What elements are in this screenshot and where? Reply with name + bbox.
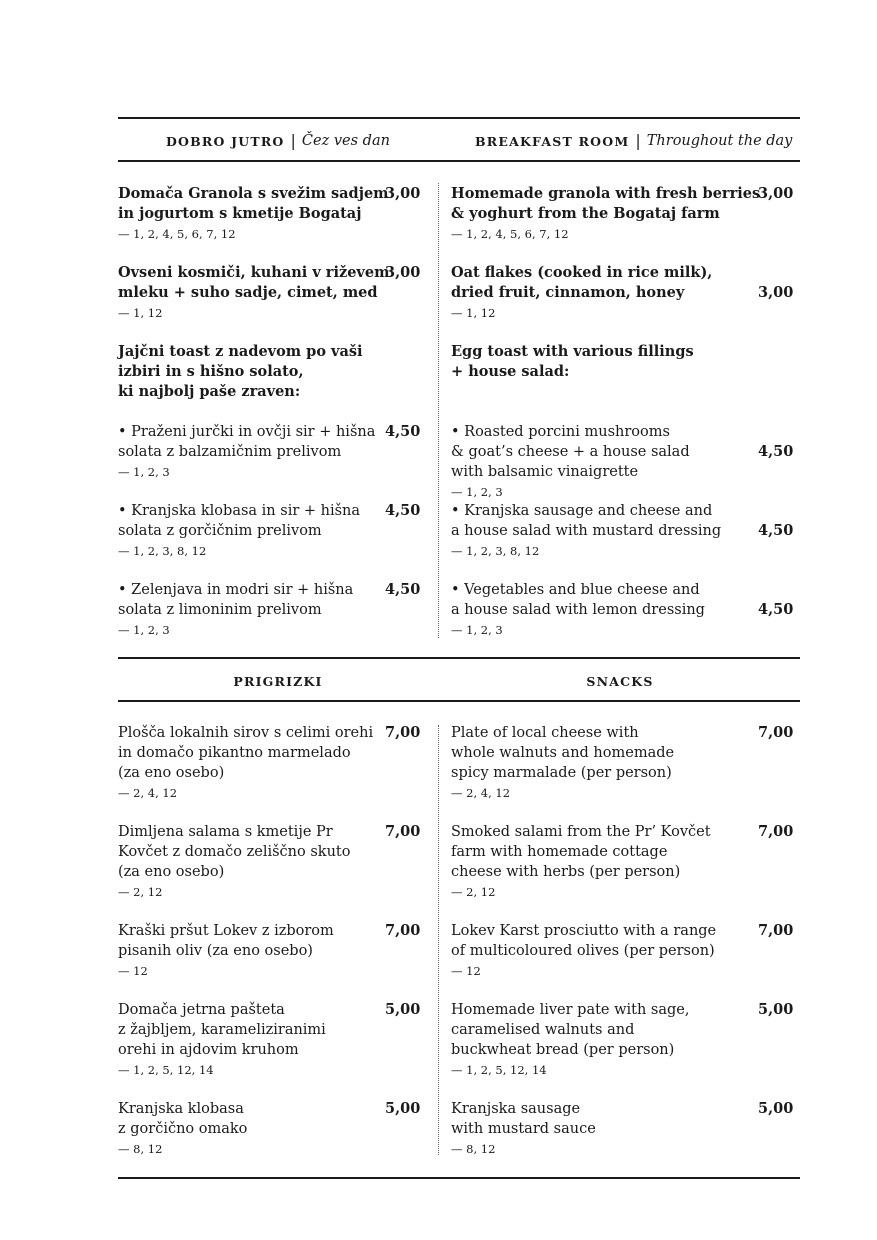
menu-item-name-line: (za eno osebo)	[118, 765, 225, 781]
menu-item-name-line: Egg toast with various fillings	[451, 343, 694, 360]
menu-item-price: 5,00	[385, 1001, 421, 1018]
menu-item-name-line: Oat flakes (cooked in rice milk),	[451, 264, 713, 281]
menu-item-allergens: — 1, 2, 5, 12, 14	[451, 1063, 547, 1077]
header-separator: |	[635, 130, 641, 150]
menu-item-allergens: — 12	[118, 964, 148, 978]
menu-item-name-line: orehi in ajdovim kruhom	[118, 1042, 299, 1058]
menu-item	[451, 921, 751, 982]
menu-item-allergens: — 1, 12	[118, 306, 163, 320]
menu-item-name-line: & goat’s cheese + a house salad	[451, 444, 690, 460]
menu-item-name-line: solata z gorčičnim prelivom	[118, 523, 322, 539]
snacks-title-sl: PRIGRIZKI	[233, 673, 323, 689]
menu-item-name-line: dried fruit, cinnamon, honey	[451, 284, 685, 301]
menu-item	[118, 263, 421, 324]
menu-item	[118, 822, 421, 903]
menu-item	[451, 723, 751, 804]
menu-item-name-line: pisanih oliv (za eno osebo)	[118, 943, 313, 959]
menu-item-name-line: Dimljena salama s kmetije Pr	[118, 824, 333, 840]
menu-item-name-line: izbiri in s hišno solato,	[118, 363, 304, 380]
menu-item	[451, 1099, 751, 1160]
snacks-title-en: SNACKS	[586, 673, 654, 689]
menu-item	[118, 1099, 421, 1160]
menu-item-price: 5,00	[758, 1001, 794, 1018]
menu-item-allergens: — 2, 4, 12	[118, 786, 178, 800]
menu-item-allergens: — 8, 12	[451, 1142, 496, 1156]
menu-item-name-line: • Kranjska klobasa in sir + hišna	[118, 503, 361, 519]
header-separator: |	[290, 130, 296, 150]
menu-item-name-line: Domača jetrna pašteta	[118, 1002, 285, 1018]
menu-item-allergens: — 1, 2, 3, 8, 12	[451, 544, 540, 558]
menu-item-price: 7,00	[385, 724, 421, 741]
menu-item-price: 3,00	[758, 185, 794, 202]
menu-item-name-line: Kovčet z domačo zeliščno skuto	[118, 844, 351, 860]
menu-item-price: 5,00	[758, 1100, 794, 1117]
menu-item-price: 7,00	[385, 823, 421, 840]
menu-item	[451, 422, 751, 503]
menu-item-name-line: cheese with herbs (per person)	[451, 864, 681, 880]
menu-item	[451, 501, 751, 562]
menu-item-name-line: + house salad:	[451, 363, 570, 380]
menu-item-name-line: ki najbolj paše zraven:	[118, 383, 301, 400]
menu-item	[118, 184, 421, 245]
menu-item-name-line: buckwheat bread (per person)	[451, 1042, 675, 1058]
menu-item	[118, 1000, 421, 1081]
breakfast-header-slovenian	[166, 119, 390, 163]
menu-item	[451, 263, 751, 324]
menu-item	[451, 342, 751, 382]
menu-item-name-line: Kraški pršut Lokev z izborom	[118, 923, 334, 939]
menu-item-name-line: z gorčično omako	[118, 1121, 248, 1137]
menu-item-name-line: spicy marmalade (per person)	[451, 765, 672, 781]
menu-item-name-line: whole walnuts and homemade	[451, 745, 675, 761]
menu-item-price: 3,00	[758, 284, 794, 301]
breakfast-title-sl: DOBRO JUTRO	[166, 133, 285, 149]
menu-item-name-line: solata z balzamičnim prelivom	[118, 444, 342, 460]
menu-item-name-line: farm with homemade cottage	[451, 844, 668, 860]
section-bottom-rule	[118, 1177, 800, 1179]
menu-item-price: 5,00	[385, 1100, 421, 1117]
breakfast-header-english	[475, 119, 792, 163]
menu-item-name-line: with balsamic vinaigrette	[451, 464, 639, 480]
menu-item-allergens: — 1, 2, 3	[118, 623, 170, 637]
breakfast-title-en: BREAKFAST ROOM	[475, 133, 630, 149]
menu-item-name-line: Kranjska sausage	[451, 1101, 581, 1117]
menu-item-price: 7,00	[758, 823, 794, 840]
menu-item	[118, 342, 418, 402]
menu-item-allergens: — 2, 4, 12	[451, 786, 511, 800]
menu-item-allergens: — 1, 2, 3	[451, 485, 503, 499]
menu-item-allergens: — 1, 2, 3	[118, 465, 170, 479]
menu-item-price: 4,50	[758, 443, 794, 460]
section-header-rule	[118, 160, 800, 162]
menu-item	[118, 580, 421, 641]
menu-item-name-line: & yoghurt from the Bogataj farm	[451, 205, 720, 222]
menu-item-price: 3,00	[385, 185, 421, 202]
menu-item-name-line: solata z limoninim prelivom	[118, 602, 322, 618]
menu-item-price: 4,50	[758, 522, 794, 539]
menu-item-price: 4,50	[758, 601, 794, 618]
menu-item-price: 4,50	[385, 423, 421, 440]
menu-item-name-line: mleku + suho sadje, cimet, med	[118, 284, 378, 301]
menu-item	[118, 723, 421, 804]
menu-item-name-line: Domača Granola s svežim sadjem	[118, 185, 389, 202]
menu-item-name-line: Homemade granola with fresh berries	[451, 185, 761, 202]
menu-item	[118, 501, 421, 562]
menu-item-name-line: in jogurtom s kmetije Bogataj	[118, 205, 362, 222]
menu-item-allergens: — 1, 2, 3, 8, 12	[118, 544, 207, 558]
menu-item-name-line: Kranjska klobasa	[118, 1101, 244, 1117]
menu-item-name-line: Plate of local cheese with	[451, 725, 639, 741]
menu-item-name-line: Smoked salami from the Pr’ Kovčet	[451, 824, 711, 840]
menu-item-allergens: — 2, 12	[118, 885, 163, 899]
menu-item-allergens: — 1, 2, 4, 5, 6, 7, 12	[451, 227, 569, 241]
menu-item-name-line: • Praženi jurčki in ovčji sir + hišna	[118, 424, 376, 440]
menu-item-allergens: — 1, 2, 5, 12, 14	[118, 1063, 214, 1077]
menu-item-name-line: of multicoloured olives (per person)	[451, 943, 715, 959]
menu-item-allergens: — 2, 12	[451, 885, 496, 899]
menu-item-price: 4,50	[385, 581, 421, 598]
column-divider	[438, 725, 439, 1155]
snacks-header-english	[460, 659, 780, 703]
menu-item-price: 7,00	[385, 922, 421, 939]
menu-item-price: 7,00	[758, 724, 794, 741]
menu-item-name-line: caramelised walnuts and	[451, 1022, 635, 1038]
menu-item	[451, 822, 751, 903]
section-header-rule	[118, 700, 800, 702]
menu-item-name-line: with mustard sauce	[451, 1121, 596, 1137]
menu-item-name-line: z žajbljem, karameliziranimi	[118, 1022, 326, 1038]
menu-item-allergens: — 1, 12	[451, 306, 496, 320]
menu-item-name-line: a house salad with mustard dressing	[451, 523, 722, 539]
menu-item-name-line: • Roasted porcini mushrooms	[451, 424, 670, 440]
menu-item-allergens: — 1, 2, 4, 5, 6, 7, 12	[118, 227, 236, 241]
column-divider	[438, 183, 439, 638]
breakfast-subtitle-en: Throughout the day	[646, 133, 793, 149]
menu-item	[451, 184, 761, 245]
menu-item-name-line: Jajčni toast z nadevom po vaši	[118, 343, 363, 360]
menu-item	[451, 1000, 751, 1081]
menu-item-name-line: Homemade liver pate with sage,	[451, 1002, 690, 1018]
breakfast-subtitle-sl: Čez ves dan	[301, 133, 390, 149]
menu-item-price: 7,00	[758, 922, 794, 939]
menu-item	[118, 921, 421, 982]
menu-item-name-line: • Vegetables and blue cheese and	[451, 582, 700, 598]
menu-item-name-line: Lokev Karst prosciutto with a range	[451, 923, 717, 939]
snacks-header-slovenian	[118, 659, 438, 703]
menu-item-allergens: — 12	[451, 964, 481, 978]
menu-item-name-line: a house salad with lemon dressing	[451, 602, 705, 618]
menu-item	[118, 422, 421, 483]
menu-item-allergens: — 1, 2, 3	[451, 623, 503, 637]
menu-item-name-line: (za eno osebo)	[118, 864, 225, 880]
menu-item-allergens: — 8, 12	[118, 1142, 163, 1156]
menu-item-name-line: Plošča lokalnih sirov s celimi orehi	[118, 725, 374, 741]
menu-item	[451, 580, 751, 641]
menu-item-price: 4,50	[385, 502, 421, 519]
menu-item-name-line: in domačo pikantno marmelado	[118, 745, 351, 761]
menu-item-name-line: Ovseni kosmiči, kuhani v riževem	[118, 264, 390, 281]
menu-item-price: 3,00	[385, 264, 421, 281]
menu-item-name-line: • Kranjska sausage and cheese and	[451, 503, 713, 519]
menu-item-name-line: • Zelenjava in modri sir + hišna	[118, 582, 354, 598]
